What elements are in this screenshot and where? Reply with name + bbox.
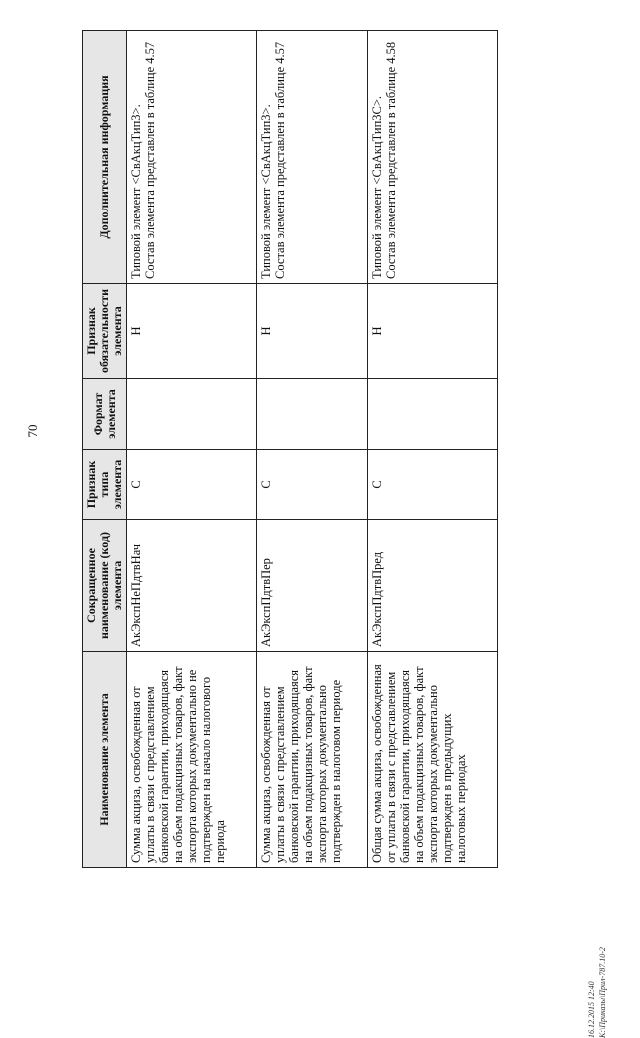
rotated-table-container — [82, 31, 498, 868]
element-format — [368, 379, 498, 450]
element-info — [368, 31, 498, 284]
table-row — [127, 31, 257, 868]
table-header-row — [83, 31, 127, 868]
element-type: С — [127, 450, 257, 520]
element-required: Н — [368, 284, 498, 379]
element-format — [256, 379, 368, 450]
header-format: Формат элемента — [83, 379, 127, 450]
info-table-line: Состав элемента представлен в таблице 4.57 — [272, 41, 287, 279]
footer-stamp — [586, 818, 618, 1038]
element-type: С — [368, 450, 498, 520]
header-short-name: Сокращенное наименование (код) элемента — [83, 520, 127, 652]
element-name: Общая сумма акциза, освобожденная от уплаты в связи с представлением банковской гарантии, приходящаяся на объем подакцизных товаров, факт экспорта которых документально подтвержден в предыдущих налоговых периодах — [368, 652, 498, 868]
table-row — [256, 31, 368, 868]
page-number: 70 — [25, 424, 40, 438]
element-info — [127, 31, 257, 284]
element-type: С — [256, 450, 368, 520]
elements-table — [82, 30, 498, 868]
footer-path: К:\Приказы\Прил-787.10-2 — [598, 947, 607, 1038]
footer-date: 16.12.2015 12:40 — [587, 981, 596, 1038]
element-name: Сумма акциза, освобожденная от уплаты в связи с представлением банковской гарантии, приходящаяся на объем подакцизных товаров, факт экспорта которых документально подтвержден в налоговом периоде — [256, 652, 368, 868]
info-table-line: Состав элемента представлен в таблице 4.58 — [384, 41, 399, 279]
header-type-flag: Признак типа элемента — [83, 450, 127, 520]
info-type-line: Типовой элемент <СвАкцТип3С>. — [370, 95, 385, 279]
element-info — [256, 31, 368, 284]
header-required-flag: Признак обязательности элемента — [83, 284, 127, 379]
element-name: Сумма акциза, освобожденная от уплаты в связи с представлением банковской гарантии, приходящаяся на объем подакцизных товаров, факт экспорта которых документально не подтвержден на начало налогового периода — [127, 652, 257, 868]
element-code: АкЭкспНеПдтвНач — [127, 520, 257, 652]
element-code: АкЭкспПдтвПред — [368, 520, 498, 652]
header-name: Наименование элемента — [83, 652, 127, 868]
info-table-line: Состав элемента представлен в таблице 4.57 — [143, 41, 157, 279]
element-format — [127, 379, 257, 450]
table-row — [368, 31, 498, 868]
element-code: АкЭкспПдтвПер — [256, 520, 368, 652]
info-type-line: Типовой элемент <СвАкцТип3>. — [129, 104, 143, 279]
element-required: Н — [256, 284, 368, 379]
header-additional-info: Дополнительная информация — [83, 31, 127, 284]
info-type-line: Типовой элемент <СвАкцТип3>. — [258, 104, 273, 279]
element-required: Н — [127, 284, 257, 379]
